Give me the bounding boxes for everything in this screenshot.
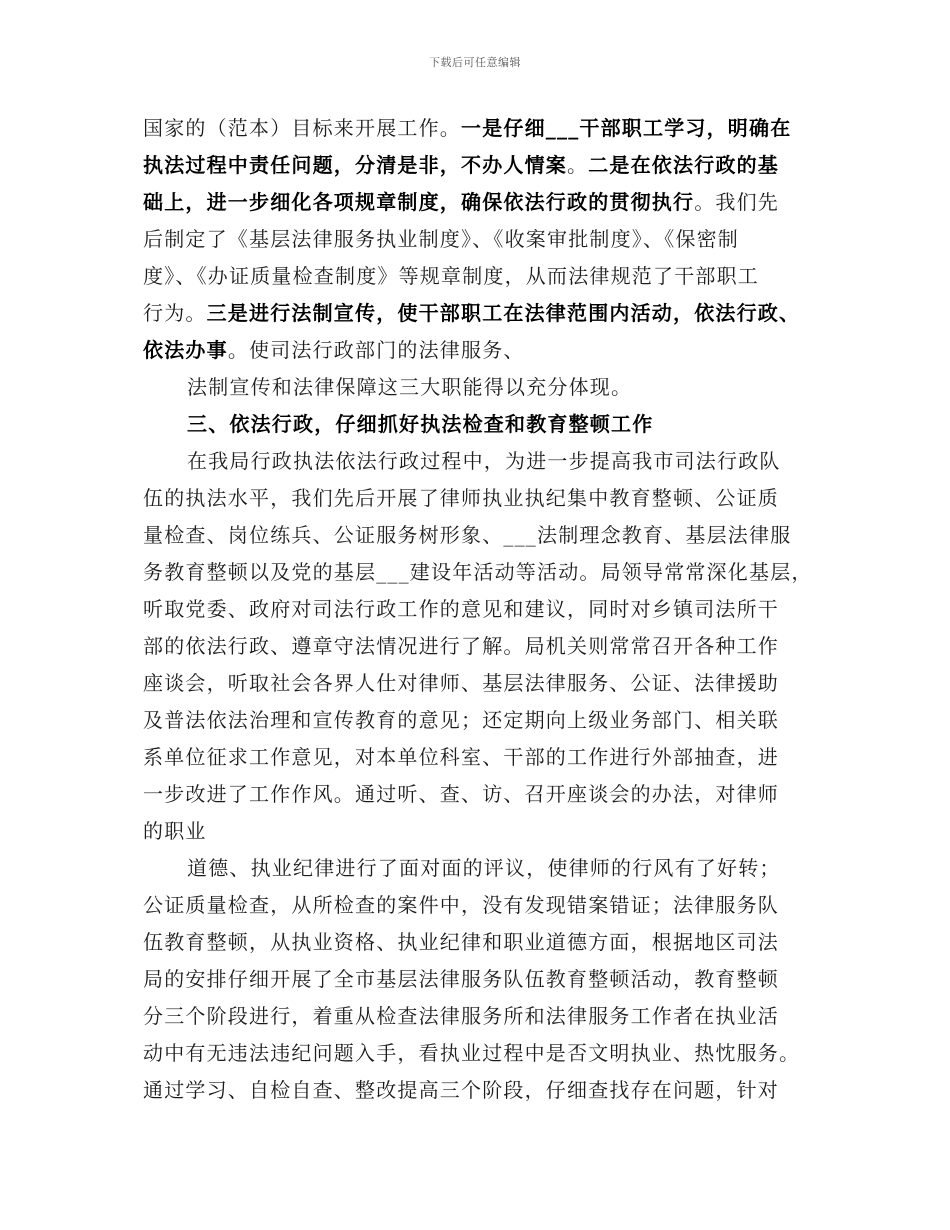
text-line [143, 480, 827, 517]
text-segment: 系单位征求工作意见，对本单位科室、干部的工作进行外部抽查，进 [143, 745, 779, 769]
text-segment: 国家的（范本）目标来开展工作。 [143, 116, 461, 140]
text-line [143, 776, 827, 813]
text-segment: 分三个阶段进行，着重从检查法律服务所和法律服务工作者在执业活 [143, 1004, 779, 1028]
text-line [143, 258, 827, 295]
text-line [143, 1072, 827, 1109]
text-segment: 伍的执法水平，我们先后开展了律师执业执纪集中教育整顿、公证质 [143, 486, 779, 510]
text-segment: 后制定了《基层法律服务执业制度》、《收案审批制度》、《保密制 [143, 227, 739, 251]
text-segment: 座谈会，听取社会各界人仕对律师、基层法律服务、公证、法律援助 [143, 671, 779, 695]
bold-text-segment: 二是在依法行政的基 [588, 153, 780, 177]
text-segment: 。使司法行政部门的法律服务、 [227, 338, 525, 362]
text-segment: 。 [567, 153, 589, 177]
text-line [143, 924, 827, 961]
text-segment: 动中有无违法违纪问题入手，看执业过程中是否文明执业、热忱服务。 [143, 1041, 801, 1065]
text-line [143, 369, 827, 406]
text-line [143, 739, 827, 776]
text-segment: 通过学习、自检自查、整改提高三个阶段，仔细查找存在问题，针对 [143, 1078, 779, 1102]
text-line [143, 184, 827, 221]
text-line [143, 998, 827, 1035]
text-line [143, 813, 827, 850]
text-segment: 的职业 [143, 819, 207, 843]
page-header-note: 下载后可任意编辑 [429, 56, 521, 69]
bold-text-segment: 础上，进一步细化各项规章制度，确保依法行政的贯彻执行 [143, 190, 695, 214]
text-segment: 。我们先 [694, 190, 780, 214]
text-segment: 局的安排仔细开展了全市基层法律服务队伍教育整顿活动，教育整顿 [143, 967, 779, 991]
text-line [143, 443, 827, 480]
text-line [143, 554, 827, 591]
text-line [143, 665, 827, 702]
text-segment: 及普法依法治理和宣传教育的意见；还定期向上级业务部门、相关联 [143, 708, 779, 732]
text-segment: 部的依法行政、遵章守法情况进行了解。局机关则常常召开各种工作 [143, 634, 779, 658]
bold-text-segment: 依法办事 [143, 338, 228, 362]
bold-text-segment: 一是仔细___干部职工学习，明确在 [461, 116, 792, 140]
text-line [143, 221, 827, 258]
text-segment: 务教育整顿以及党的基层___建设年活动等活动。局领导常常深化基层， [143, 560, 813, 584]
text-line [143, 850, 827, 887]
text-line [143, 406, 827, 443]
text-line [143, 702, 827, 739]
text-segment: 度》、《办证质量检查制度》等规章制度，从而法律规范了干部职工 [143, 264, 759, 288]
text-line [143, 147, 827, 184]
text-segment: 公证质量检查，从所检查的案件中，没有发现错案错证；法律服务队 [143, 893, 779, 917]
document-body [143, 110, 827, 1109]
text-line [143, 628, 827, 665]
text-segment: 量检查、岗位练兵、公证服务树形象、___法制理念教育、基层法律服 [143, 523, 792, 547]
text-line [143, 961, 827, 998]
text-line [143, 1035, 827, 1072]
text-segment: 法制宣传和法律保障这三大职能得以充分体现。 [187, 375, 633, 399]
text-line [143, 295, 827, 332]
bold-text-segment: 三是进行法制宣传，使干部职工在法律范围内活动，依法行政、 [206, 301, 801, 325]
text-segment: 一步改进了工作作风。通过听、查、访、召开座谈会的办法，对律师 [143, 782, 779, 806]
text-segment: 听取党委、政府对司法行政工作的意见和建议，同时对乡镇司法所干 [143, 597, 779, 621]
bold-text-segment: 执法过程中责任问题，分清是非，不办人情案 [143, 153, 567, 177]
text-line [143, 517, 827, 554]
text-line [143, 332, 827, 369]
text-line [143, 110, 827, 147]
bold-text-segment: 三、依法行政，仔细抓好执法检查和教育整顿工作 [187, 412, 654, 436]
text-segment: 伍教育整顿，从执业资格、执业纪律和职业道德方面，根据地区司法 [143, 930, 779, 954]
text-segment: 在我局行政执法依法行政过程中，为进一步提高我市司法行政队 [187, 449, 781, 473]
text-segment: 道德、执业纪律进行了面对面的评议，使律师的行风有了好转； [187, 856, 781, 880]
text-line [143, 887, 827, 924]
text-line [143, 591, 827, 628]
text-segment: 行为。 [143, 301, 207, 325]
